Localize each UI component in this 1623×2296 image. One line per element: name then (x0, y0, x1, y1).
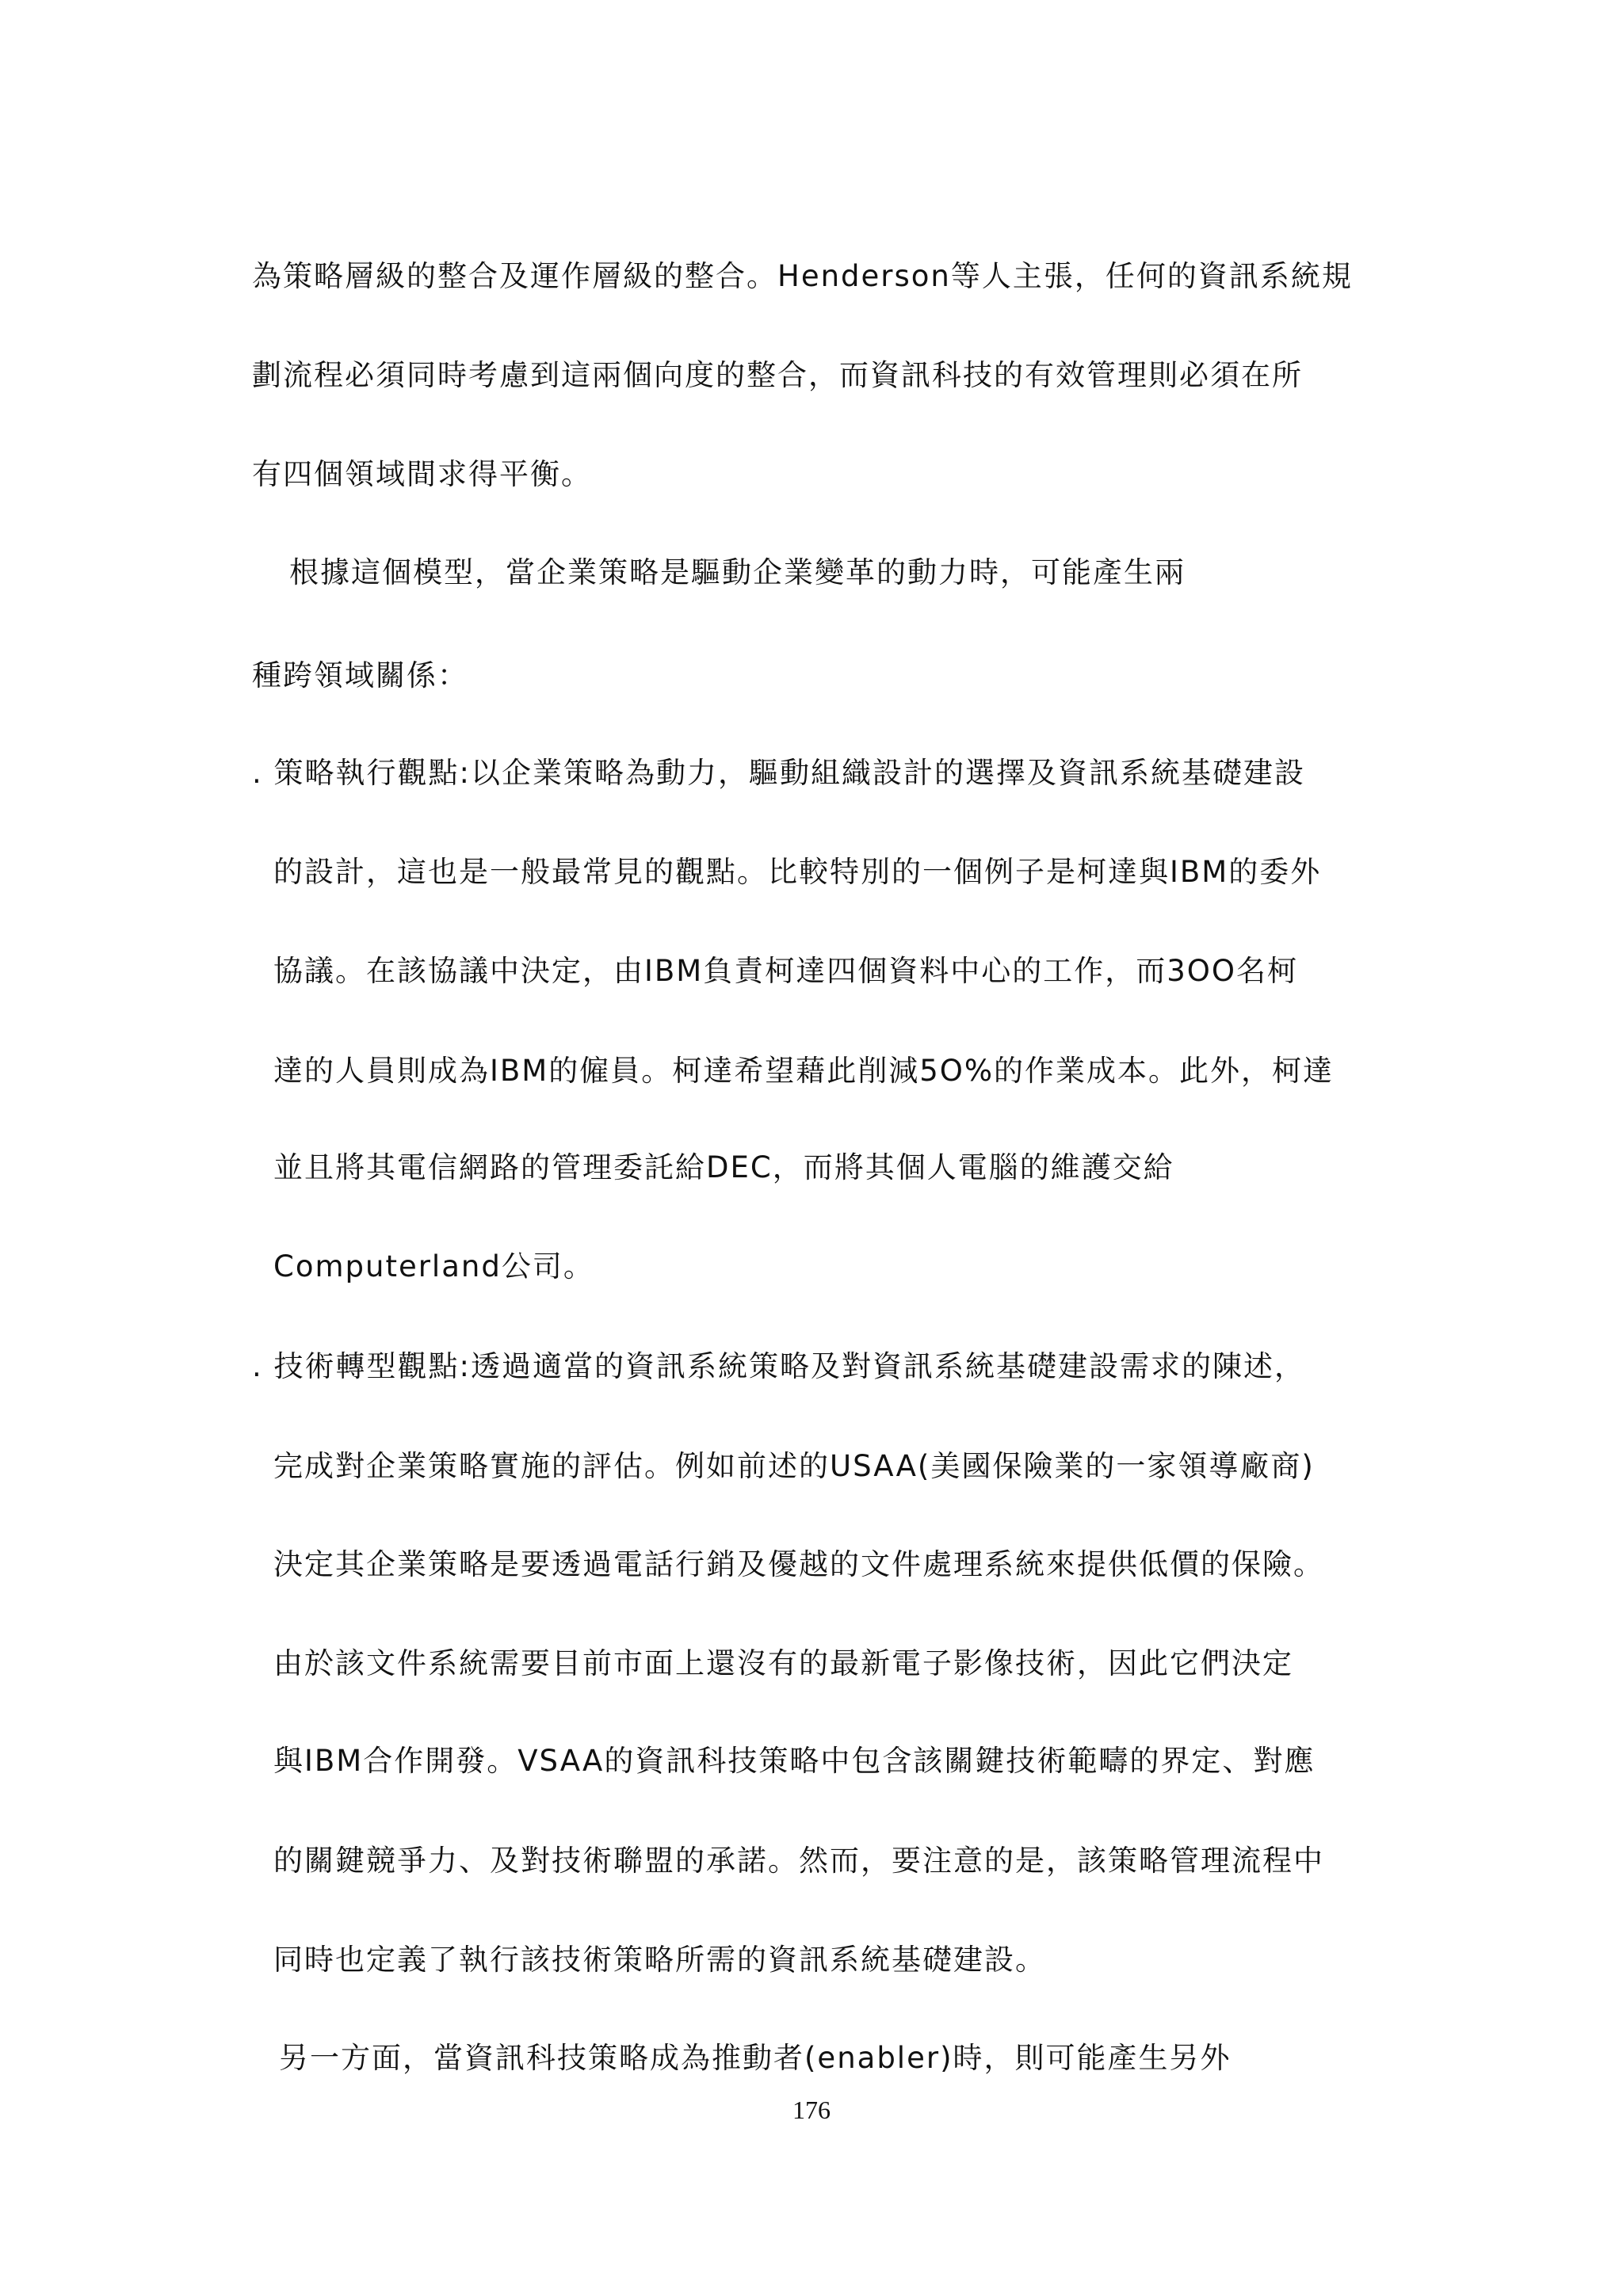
text-line: 並且將其電信網路的管理委託給DEC，而將其個人電腦的維護交給 (273, 1150, 1174, 1184)
page-number: 176 (792, 2096, 831, 2124)
text-line: 完成對企業策略實施的評估。例如前述的USAA(美國保險業的一家領導廠商) (273, 1449, 1315, 1483)
text-line: 另一方面，當資訊科技策略成為推動者(enabler)時，則可能產生另外 (279, 2041, 1232, 2075)
bullet-item-strategy-execution: . 策略執行觀點:以企業策略為動力，驅動組織設計的選擇及資訊系統基礎建設 (252, 756, 1305, 790)
text-line: 的設計，這也是一般最常見的觀點。比較特別的一個例子是柯達與IBM的委外 (273, 855, 1322, 889)
text-line: 達的人員則成為IBM的僱員。柯達希望藉此削減5O%的作業成本。此外，柯達 (273, 1054, 1335, 1088)
text-line: Computerland公司。 (273, 1249, 594, 1283)
text-line: 與IBM合作開發。VSAA的資訊科技策略中包含該關鍵技術範疇的界定、對應 (273, 1744, 1316, 1778)
text-line: 決定其企業策略是要透過電話行銷及優越的文件處理系統來提供低價的保險。 (273, 1547, 1324, 1581)
text-line: 為策略層級的整合及運作層級的整合。Henderson等人主張，任何的資訊系統規 (252, 259, 1353, 293)
text-line: 種跨領域關係： (252, 658, 468, 692)
text-line: 有四個領域間求得平衡。 (252, 457, 592, 491)
bullet-item-technology-transformation: . 技術轉型觀點:透過適當的資訊系統策略及對資訊系統基礎建設需求的陳述， (252, 1349, 1305, 1383)
text-line: 由於該文件系統需要目前市面上還沒有的最新電子影像技術，因此它們決定 (273, 1646, 1293, 1680)
text-line: 根據這個模型，當企業策略是驅動企業變革的動力時，可能產生兩 (289, 555, 1186, 589)
text-line: 協議。在該協議中決定，由IBM負責柯達四個資料中心的工作，而3OO名柯 (273, 954, 1299, 988)
text-line: 同時也定義了執行該技術策略所需的資訊系統基礎建設。 (273, 1943, 1046, 1977)
text-line: 的關鍵競爭力、及對技術聯盟的承諾。然而，要注意的是，該策略管理流程中 (273, 1844, 1324, 1878)
text-line: 劃流程必須同時考慮到這兩個向度的整合，而資訊科技的有效管理則必須在所 (252, 358, 1303, 392)
